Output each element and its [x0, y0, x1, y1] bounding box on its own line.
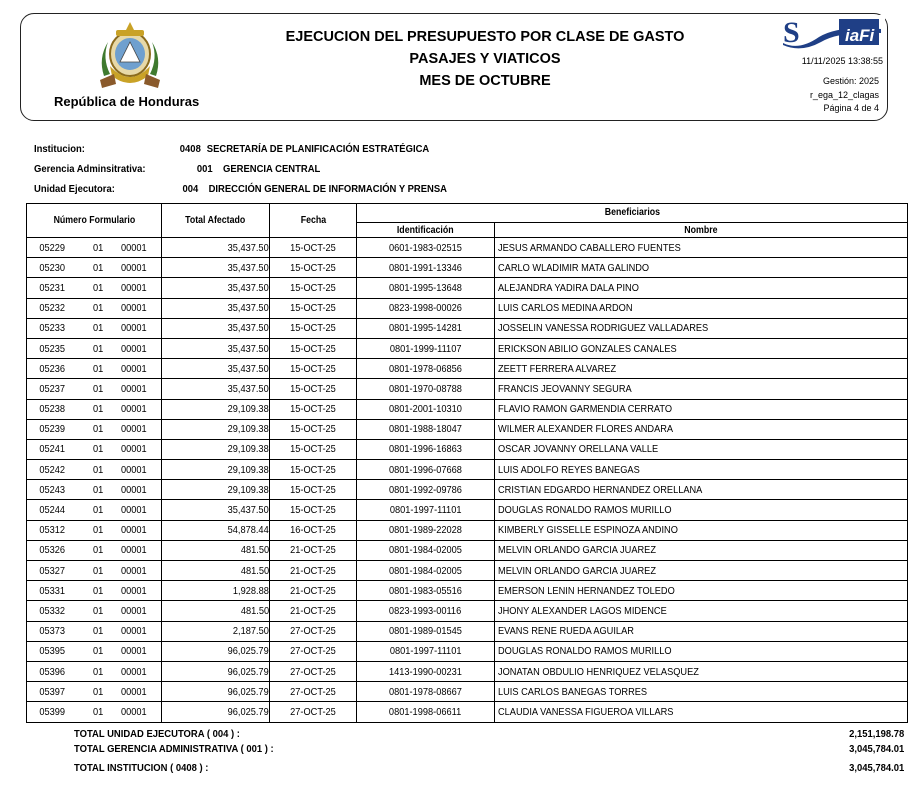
svg-text:iaFi: iaFi [845, 26, 875, 45]
cell-nombre: OSCAR JOVANNY ORELLANA VALLE [495, 439, 908, 459]
cell-total-afectado: 35,437.50 [162, 318, 270, 338]
cell-fecha: 27-OCT-25 [270, 621, 357, 641]
cell-numero-formulario: 05237 01 00001 [27, 379, 162, 399]
cell-numero-formulario: 05332 01 00001 [27, 601, 162, 621]
cell-total-afectado: 35,437.50 [162, 379, 270, 399]
cell-numero-formulario: 05238 01 00001 [27, 399, 162, 419]
report-title: EJECUCION DEL PRESUPUESTO POR CLASE DE GASTO [285, 29, 685, 45]
cell-nombre: ALEJANDRA YADIRA DALA PINO [495, 278, 908, 298]
cell-fecha: 15-OCT-25 [270, 379, 357, 399]
cell-fecha: 15-OCT-25 [270, 338, 357, 358]
table-row [27, 520, 908, 540]
cell-nombre: DOUGLAS RONALDO RAMOS MURILLO [495, 641, 908, 661]
col-header-beneficiarios: Beneficiarios [357, 204, 908, 223]
cell-total-afectado: 35,437.50 [162, 238, 270, 258]
table-row [27, 338, 908, 358]
table-row [27, 460, 908, 480]
cell-numero-formulario: 05373 01 00001 [27, 621, 162, 641]
cell-identificacion: 0801-1991-13346 [357, 258, 495, 278]
info-label: Unidad Ejecutora: [34, 183, 115, 195]
cell-fecha: 15-OCT-25 [270, 318, 357, 338]
cell-numero-formulario: 05239 01 00001 [27, 419, 162, 439]
total-value: 3,045,784.01 [848, 743, 904, 755]
info-label: Gerencia Adminsitrativa: [34, 163, 146, 175]
siafi-logo-icon [779, 15, 885, 51]
cell-total-afectado: 96,025.79 [162, 641, 270, 661]
col-header-numero: Número Formulario [27, 204, 162, 238]
cell-numero-formulario: 05396 01 00001 [27, 661, 162, 681]
cell-fecha: 21-OCT-25 [270, 581, 357, 601]
cell-total-afectado: 29,109.38 [162, 460, 270, 480]
table-row [27, 641, 908, 661]
info-unidad [34, 183, 574, 197]
cell-numero-formulario: 05236 01 00001 [27, 359, 162, 379]
svg-text:S: S [783, 16, 800, 49]
cell-fecha: 21-OCT-25 [270, 540, 357, 560]
cell-fecha: 21-OCT-25 [270, 561, 357, 581]
cell-fecha: 27-OCT-25 [270, 702, 357, 722]
cell-identificacion: 0601-1983-02515 [357, 238, 495, 258]
col-header-fecha: Fecha [270, 204, 357, 238]
cell-nombre: JHONY ALEXANDER LAGOS MIDENCE [495, 601, 908, 621]
cell-nombre: LUIS ADOLFO REYES BANEGAS [495, 460, 908, 480]
cell-numero-formulario: 05395 01 00001 [27, 641, 162, 661]
cell-total-afectado: 481.50 [162, 601, 270, 621]
cell-total-afectado: 29,109.38 [162, 399, 270, 419]
cell-nombre: JOSSELIN VANESSA RODRIGUEZ VALLADARES [495, 318, 908, 338]
cell-total-afectado: 35,437.50 [162, 500, 270, 520]
cell-fecha: 15-OCT-25 [270, 258, 357, 278]
cell-numero-formulario: 05229 01 00001 [27, 238, 162, 258]
cell-total-afectado: 35,437.50 [162, 359, 270, 379]
total-gerencia [74, 743, 904, 757]
cell-identificacion: 0801-1998-06611 [357, 702, 495, 722]
cell-fecha: 16-OCT-25 [270, 520, 357, 540]
total-label: TOTAL GERENCIA ADMINISTRATIVA ( 001 ) : [74, 743, 274, 755]
cell-numero-formulario: 05232 01 00001 [27, 298, 162, 318]
expense-table [26, 203, 908, 723]
cell-nombre: JESUS ARMANDO CABALLERO FUENTES [495, 238, 908, 258]
country-name: República de Honduras [54, 94, 200, 109]
cell-numero-formulario: 05241 01 00001 [27, 439, 162, 459]
total-label: TOTAL UNIDAD EJECUTORA ( 004 ) : [74, 728, 240, 740]
cell-identificacion: 0801-1988-18047 [357, 419, 495, 439]
cell-numero-formulario: 05331 01 00001 [27, 581, 162, 601]
cell-nombre: CLAUDIA VANESSA FIGUEROA VILLARS [495, 702, 908, 722]
info-label: Institucion: [34, 143, 85, 155]
table-row [27, 480, 908, 500]
cell-fecha: 27-OCT-25 [270, 641, 357, 661]
cell-nombre: DOUGLAS RONALDO RAMOS MURILLO [495, 500, 908, 520]
table-row [27, 419, 908, 439]
cell-numero-formulario: 05242 01 00001 [27, 460, 162, 480]
cell-fecha: 15-OCT-25 [270, 419, 357, 439]
col-header-identificacion: Identificación [357, 223, 495, 238]
cell-identificacion: 0801-1999-11107 [357, 338, 495, 358]
cell-total-afectado: 96,025.79 [162, 702, 270, 722]
cell-identificacion: 0801-1992-09786 [357, 480, 495, 500]
cell-identificacion: 0801-1989-01545 [357, 621, 495, 641]
cell-nombre: WILMER ALEXANDER FLORES ANDARA [495, 419, 908, 439]
cell-identificacion: 0801-1997-11101 [357, 500, 495, 520]
cell-total-afectado: 35,437.50 [162, 338, 270, 358]
table-row [27, 702, 908, 722]
print-datetime: 11/11/2025 13:38:55 [801, 56, 883, 66]
cell-total-afectado: 35,437.50 [162, 258, 270, 278]
cell-total-afectado: 35,437.50 [162, 298, 270, 318]
cell-total-afectado: 54,878.44 [162, 520, 270, 540]
cell-identificacion: 0801-1996-07668 [357, 460, 495, 480]
cell-nombre: MELVIN ORLANDO GARCIA JUAREZ [495, 540, 908, 560]
cell-identificacion: 0801-1983-05516 [357, 581, 495, 601]
info-code: 004 [182, 183, 199, 195]
cell-numero-formulario: 05397 01 00001 [27, 682, 162, 702]
cell-identificacion: 0823-1993-00116 [357, 601, 495, 621]
cell-fecha: 15-OCT-25 [270, 298, 357, 318]
cell-identificacion: 0823-1998-00026 [357, 298, 495, 318]
table-row [27, 359, 908, 379]
table-row [27, 561, 908, 581]
table-row [27, 661, 908, 681]
cell-identificacion: 0801-1997-11101 [357, 641, 495, 661]
cell-fecha: 15-OCT-25 [270, 399, 357, 419]
cell-numero-formulario: 05243 01 00001 [27, 480, 162, 500]
table-row [27, 621, 908, 641]
table-row [27, 318, 908, 338]
cell-fecha: 15-OCT-25 [270, 460, 357, 480]
honduras-coat-of-arms-icon [94, 18, 166, 92]
total-unidad [74, 728, 904, 742]
cell-fecha: 21-OCT-25 [270, 601, 357, 621]
cell-nombre: CRISTIAN EDGARDO HERNANDEZ ORELLANA [495, 480, 908, 500]
cell-nombre: ERICKSON ABILIO GONZALES CANALES [495, 338, 908, 358]
cell-fecha: 15-OCT-25 [270, 439, 357, 459]
cell-identificacion: 0801-1978-06856 [357, 359, 495, 379]
col-header-total: Total Afectado [162, 204, 270, 238]
cell-fecha: 15-OCT-25 [270, 480, 357, 500]
report-title-block [250, 26, 720, 92]
cell-fecha: 15-OCT-25 [270, 500, 357, 520]
cell-total-afectado: 29,109.38 [162, 480, 270, 500]
total-label: TOTAL INSTITUCION ( 0408 ) : [74, 762, 209, 774]
cell-total-afectado: 96,025.79 [162, 661, 270, 681]
total-institucion [74, 762, 904, 776]
cell-numero-formulario: 05326 01 00001 [27, 540, 162, 560]
total-value: 3,045,784.01 [848, 762, 904, 774]
cell-total-afectado: 481.50 [162, 561, 270, 581]
fiscal-year: Gestión: 2025 [822, 76, 879, 86]
col-header-nombre: Nombre [495, 223, 908, 238]
table-row [27, 581, 908, 601]
cell-nombre: FLAVIO RAMON GARMENDIA CERRATO [495, 399, 908, 419]
cell-numero-formulario: 05312 01 00001 [27, 520, 162, 540]
cell-total-afectado: 96,025.79 [162, 682, 270, 702]
table-row [27, 439, 908, 459]
cell-numero-formulario: 05327 01 00001 [27, 561, 162, 581]
cell-identificacion: 0801-1989-22028 [357, 520, 495, 540]
table-row [27, 682, 908, 702]
cell-identificacion: 0801-1996-16863 [357, 439, 495, 459]
cell-nombre: EMERSON LENIN HERNANDEZ TOLEDO [495, 581, 908, 601]
info-code: 0408 [179, 143, 201, 155]
cell-nombre: KIMBERLY GISSELLE ESPINOZA ANDINO [495, 520, 908, 540]
cell-identificacion: 0801-2001-10310 [357, 399, 495, 419]
cell-identificacion: 0801-1984-02005 [357, 561, 495, 581]
info-gerencia [34, 163, 574, 177]
cell-fecha: 27-OCT-25 [270, 661, 357, 681]
table-row [27, 379, 908, 399]
cell-fecha: 15-OCT-25 [270, 278, 357, 298]
info-institucion [34, 143, 574, 157]
cell-nombre: EVANS RENE RUEDA AGUILAR [495, 621, 908, 641]
cell-nombre: JONATAN OBDULIO HENRIQUEZ VELASQUEZ [495, 661, 908, 681]
cell-nombre: CARLO WLADIMIR MATA GALINDO [495, 258, 908, 278]
cell-identificacion: 0801-1984-02005 [357, 540, 495, 560]
cell-nombre: MELVIN ORLANDO GARCIA JUAREZ [495, 561, 908, 581]
cell-nombre: LUIS CARLOS MEDINA ARDON [495, 298, 908, 318]
cell-nombre: ZEETT FERRERA ALVAREZ [495, 359, 908, 379]
info-name: SECRETARÍA DE PLANIFICACIÓN ESTRATÉGICA [206, 143, 430, 155]
table-row [27, 258, 908, 278]
info-name: GERENCIA CENTRAL [223, 163, 321, 175]
table-row [27, 238, 908, 258]
cell-nombre: FRANCIS JEOVANNY SEGURA [495, 379, 908, 399]
cell-total-afectado: 29,109.38 [162, 439, 270, 459]
cell-nombre: LUIS CARLOS BANEGAS TORRES [495, 682, 908, 702]
cell-total-afectado: 1,928.88 [162, 581, 270, 601]
table-row [27, 298, 908, 318]
cell-identificacion: 0801-1995-13648 [357, 278, 495, 298]
cell-fecha: 15-OCT-25 [270, 359, 357, 379]
cell-numero-formulario: 05233 01 00001 [27, 318, 162, 338]
info-code: 001 [196, 163, 213, 175]
cell-identificacion: 0801-1970-08788 [357, 379, 495, 399]
cell-fecha: 15-OCT-25 [270, 238, 357, 258]
cell-total-afectado: 2,187.50 [162, 621, 270, 641]
table-row [27, 601, 908, 621]
page-number: Página 4 de 4 [823, 103, 879, 113]
table-row [27, 278, 908, 298]
table-row [27, 399, 908, 419]
cell-identificacion: 0801-1978-08667 [357, 682, 495, 702]
report-month: MES DE OCTUBRE [419, 73, 551, 89]
table-row [27, 540, 908, 560]
cell-total-afectado: 29,109.38 [162, 419, 270, 439]
cell-numero-formulario: 05230 01 00001 [27, 258, 162, 278]
cell-total-afectado: 35,437.50 [162, 278, 270, 298]
info-name: DIRECCIÓN GENERAL DE INFORMACIÓN Y PRENSA [208, 183, 447, 195]
cell-numero-formulario: 05231 01 00001 [27, 278, 162, 298]
cell-fecha: 27-OCT-25 [270, 682, 357, 702]
table-row [27, 500, 908, 520]
cell-identificacion: 1413-1990-00231 [357, 661, 495, 681]
cell-total-afectado: 481.50 [162, 540, 270, 560]
report-id: r_ega_12_clagas [809, 90, 879, 100]
total-value: 2,151,198.78 [848, 728, 904, 740]
report-subtitle: PASAJES Y VIATICOS [409, 51, 561, 67]
cell-numero-formulario: 05235 01 00001 [27, 338, 162, 358]
cell-identificacion: 0801-1995-14281 [357, 318, 495, 338]
cell-numero-formulario: 05244 01 00001 [27, 500, 162, 520]
cell-numero-formulario: 05399 01 00001 [27, 702, 162, 722]
